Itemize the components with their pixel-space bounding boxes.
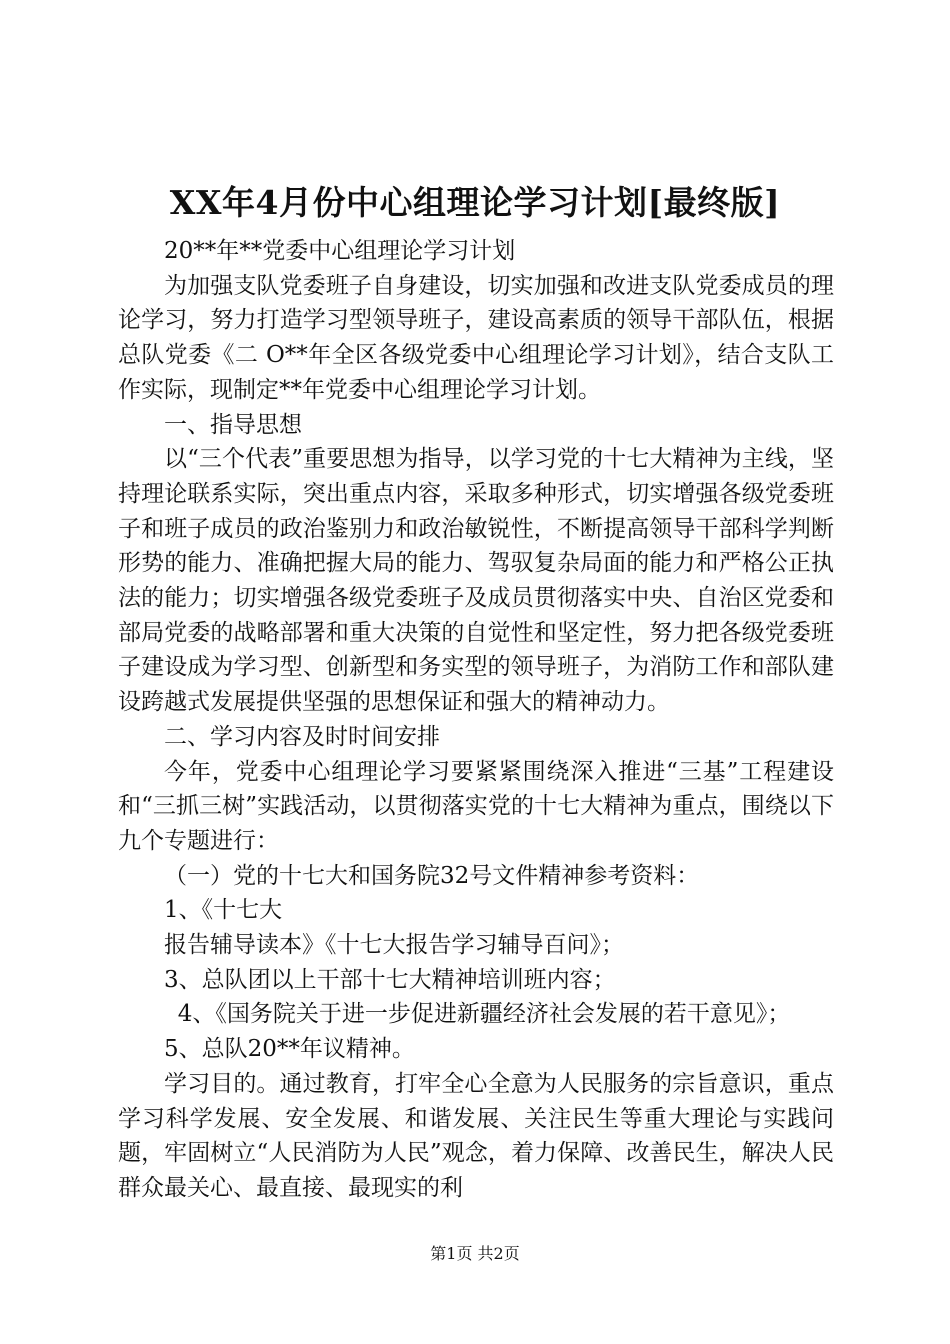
- intro-paragraph: 为加强支队党委班子自身建设，切实加强和改进支队党委成员的理论学习，努力打造学习型领导班子，建设高素质的领导干部队伍，根据总队党委《二 O**年全区各级党委中心组理论学习计划》，结合支队工作实际，现制定**年党委中心组理论学习计划。: [118, 272, 834, 403]
- document-body: [118, 234, 834, 1206]
- section-heading-study-content: 二、学习内容及时时间安排: [164, 723, 440, 750]
- list-item-3: 3、总队团以上干部十七大精神培训班内容；: [164, 966, 616, 993]
- list-item-5: 5、总队20**年议精神。: [164, 1036, 415, 1063]
- list-item-1: 1、《十七大: [164, 897, 283, 924]
- study-purpose-paragraph: 学习目的。通过教育，打牢全心全意为人民服务的宗旨意识，重点学习科学发展、安全发展、和谐发展、关注民生等重大理论与实践问题，牢固树立“人民消防为人民”观念，着力保障、改善民生，解决人民群众最关心、最直接、最现实的利: [118, 1070, 834, 1201]
- guiding-thought-paragraph: 以“三个代表”重要思想为指导，以学习党的十七大精神为主线，坚持理论联系实际，突出重点内容，采取多种形式，切实增强各级党委班子和班子成员的政治鉴别力和政治敏锐性，不断提高领导干部科学判断形势的能力、准确把握大局的能力、驾驭复杂局面的能力和严格公正执法的能力；切实增强各级党委班子及成员贯彻落实中央、自治区党委和部局党委的战略部署和重大决策的自觉性和坚定性，努力把各级党委班子建设成为学习型、创新型和务实型的领导班子，为消防工作和部队建设跨越式发展提供坚强的思想保证和强大的精神动力。: [118, 446, 834, 716]
- study-content-paragraph: 今年，党委中心组理论学习要紧紧围绕深入推进“三基”工程建设和“三抓三树”实践活动，以贯彻落实党的十七大精神为重点，围绕以下九个专题进行：: [118, 758, 834, 854]
- plan-heading: 20**年**党委中心组理论学习计划: [164, 238, 516, 264]
- page-number: 第1页 共2页: [430, 1244, 520, 1263]
- document-title: XX年4月份中心组理论学习计划[最终版]: [169, 183, 781, 222]
- section-heading-guiding-thought: 一、指导思想: [164, 411, 302, 438]
- list-item-4: 4、《国务院关于进一步促进新疆经济社会发展的若干意见》；: [177, 1001, 791, 1028]
- list-item-1-continued: 报告辅导读本》《十七大报告学习辅导百问》；: [164, 932, 624, 959]
- topic-one-heading: （一）党的十七大和国务院32号文件精神参考资料：: [164, 862, 700, 889]
